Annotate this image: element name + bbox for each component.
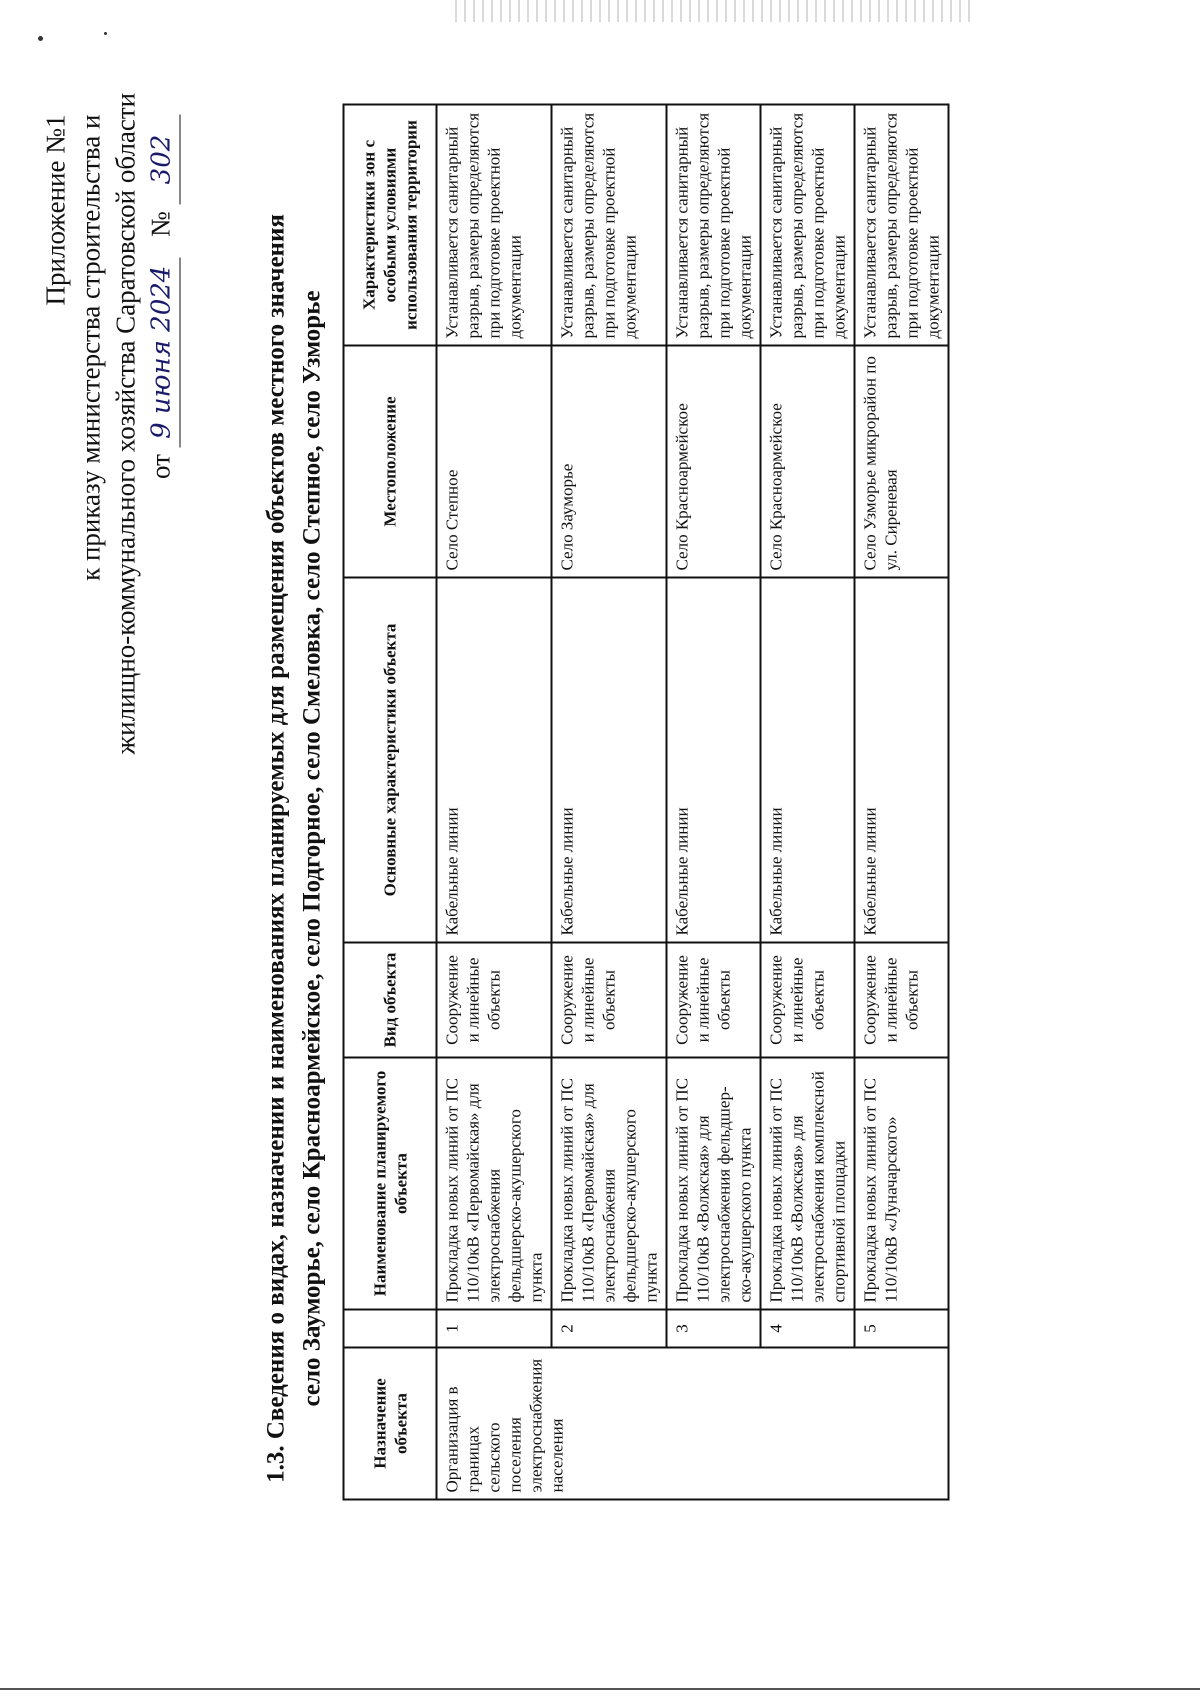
cell-zones: Устанавливается санитарный разрыв, размеры определяются при подготовке проектной документации: [667, 105, 761, 346]
header-purpose: Назначение объекта: [344, 1348, 437, 1500]
rotated-document-page: [33, 79, 1168, 1619]
header-characteristics: Основные характеристики объекта: [344, 578, 437, 943]
cell-location: Село Степное: [437, 346, 552, 578]
cell-location: Село Красноармейское: [667, 346, 761, 578]
header-kind: Вид объекта: [344, 943, 437, 1058]
cell-zones: Устанавливается санитарный разрыв, размеры определяются при подготовке проектной документации: [552, 105, 667, 346]
cell-num: 1: [437, 1310, 552, 1348]
table-row: [667, 105, 761, 1500]
cell-name: Прокладка новых линий от ПС 110/10кВ «Волжская» для электроснабжения комплексной спортивной площадки: [761, 1058, 855, 1310]
section-title-line-2: село Зауморье, село Красноармейское, село Подгорное, село Смеловка, село Степное, село Узморье: [298, 290, 326, 1407]
cell-characteristics: Кабельные линии: [552, 578, 667, 943]
cell-kind: Сооружение и линейные объекты: [855, 943, 949, 1058]
cell-num: 4: [761, 1310, 855, 1348]
cell-zones: Устанавливается санитарный разрыв, размеры определяются при подготовке проектной документации: [761, 105, 855, 346]
header-zones: Характеристики зон с особыми условиями использования территории: [344, 105, 437, 346]
cell-name: Прокладка новых линий от ПС 110/10кВ «Луначарского»: [855, 1058, 949, 1310]
annex-number-label: №: [145, 211, 176, 238]
section-title-line-1: 1.3. Сведения о видах, назначении и наименованиях планируемых для размещения объектов местного значения: [262, 214, 290, 1483]
cell-kind: Сооружение и линейные объекты: [667, 943, 761, 1058]
cell-name: Прокладка новых линий от ПС 110/10кВ «Первомайская» для электроснабжения фельдшерско-акушерского пункта: [552, 1058, 667, 1310]
cell-kind: Сооружение и линейные объекты: [552, 943, 667, 1058]
table-row: [761, 105, 855, 1500]
header-name: Наименование планируемого объекта: [344, 1058, 437, 1310]
header-num: [344, 1310, 437, 1348]
annex-header: [39, 92, 181, 755]
cell-num: 5: [855, 1310, 949, 1348]
cell-name: Прокладка новых линий от ПС 110/10кВ «Первомайская» для электроснабжения фельдшерско-акушерского пункта: [437, 1058, 552, 1310]
cell-kind: Сооружение и линейные объекты: [761, 943, 855, 1058]
cell-zones: Устанавливается санитарный разрыв, размеры определяются при подготовке проектной документации: [855, 105, 949, 346]
scan-noise-top: [455, 0, 975, 22]
annex-line-2: жилищно-коммунального хозяйства Саратовской области: [110, 92, 141, 755]
table-row: [552, 105, 667, 1500]
cell-location: Село Красноармейское: [761, 346, 855, 578]
scan-speck: [38, 36, 43, 41]
table-row: [437, 105, 552, 1500]
cell-characteristics: Кабельные линии: [761, 578, 855, 943]
annex-date-line: [144, 115, 181, 755]
cell-num: 3: [667, 1310, 761, 1348]
handwritten-number: 302: [145, 115, 181, 205]
cell-kind: Сооружение и линейные объекты: [437, 943, 552, 1058]
cell-location: Село Зауморье: [552, 346, 667, 578]
header-location: Местоположение: [344, 346, 437, 578]
table-row: [855, 105, 949, 1500]
cell-purpose: Организация в границах сельского поселения электроснабжения населения: [437, 1348, 949, 1500]
section-title: [259, 79, 331, 1619]
cell-num: 2: [552, 1310, 667, 1348]
annex-from-label: от: [145, 454, 176, 479]
annex-line-1: к приказу министерства строительства и: [75, 114, 106, 581]
scan-speck: [104, 32, 107, 35]
cell-characteristics: Кабельные линии: [437, 578, 552, 943]
cell-characteristics: Кабельные линии: [667, 578, 761, 943]
scan-edge-bottom: [0, 1688, 1200, 1690]
handwritten-date: 9 июня 2024: [145, 257, 181, 447]
cell-location: Село Узморье микрорайон по ул. Сиреневая: [855, 346, 949, 578]
annex-title: Приложение №1: [40, 114, 71, 306]
cell-zones: Устанавливается санитарный разрыв, размеры определяются при подготовке проектной документации: [437, 105, 552, 346]
cell-name: Прокладка новых линий от ПС 110/10кВ «Волжская» для электроснабжения фельдшер-ско-акушерского пункта: [667, 1058, 761, 1310]
table-header-row: [344, 105, 437, 1500]
cell-characteristics: Кабельные линии: [855, 578, 949, 943]
objects-table: [343, 104, 950, 1501]
